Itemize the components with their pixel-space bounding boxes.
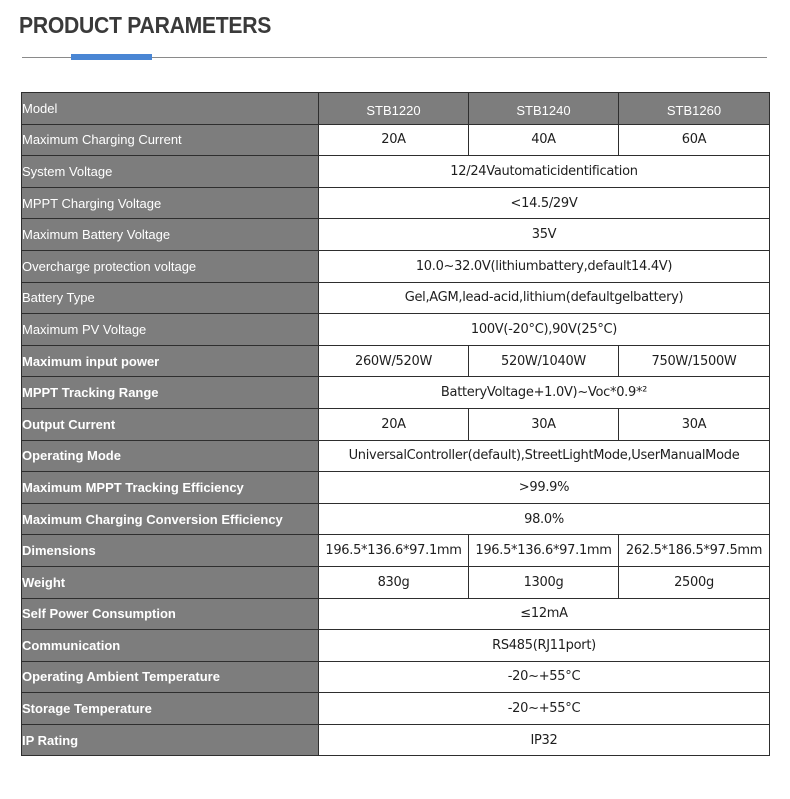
table-row xyxy=(22,156,770,188)
value-cell: 196.5*136.6*97.1mm xyxy=(469,535,619,567)
table-row xyxy=(22,408,770,440)
value-cell: RS485(RJ11port) xyxy=(319,630,770,662)
value-cell: 20A xyxy=(319,408,469,440)
table-row xyxy=(22,598,770,630)
table-row xyxy=(22,535,770,567)
value-cell: 260W/520W xyxy=(319,345,469,377)
row-label: Model xyxy=(22,93,319,125)
row-label: Output Current xyxy=(22,408,319,440)
table-row xyxy=(22,124,770,156)
table-row xyxy=(22,503,770,535)
table-row xyxy=(22,724,770,756)
table-row xyxy=(22,282,770,314)
value-cell: 750W/1500W xyxy=(619,345,770,377)
row-label: Storage Temperature xyxy=(22,693,319,725)
value-cell: 30A xyxy=(469,408,619,440)
value-cell: -20~+55°C xyxy=(319,693,770,725)
value-cell: 20A xyxy=(319,124,469,156)
row-label: System Voltage xyxy=(22,156,319,188)
value-cell: 30A xyxy=(619,408,770,440)
row-label: Maximum Charging Conversion Efficiency xyxy=(22,503,319,535)
value-cell: >99.9% xyxy=(319,472,770,504)
table-row xyxy=(22,661,770,693)
value-cell: ≤12mA xyxy=(319,598,770,630)
table-row xyxy=(22,250,770,282)
model-header-cell: STB1220 xyxy=(319,93,469,125)
product-parameters-table xyxy=(21,92,770,756)
row-label: IP Rating xyxy=(22,724,319,756)
value-cell: 35V xyxy=(319,219,770,251)
table-row xyxy=(22,693,770,725)
value-cell: 100V(-20°C),90V(25°C) xyxy=(319,314,770,346)
row-label: Communication xyxy=(22,630,319,662)
value-cell: 60A xyxy=(619,124,770,156)
row-label: Maximum MPPT Tracking Efficiency xyxy=(22,472,319,504)
value-cell: 1300g xyxy=(469,566,619,598)
table-row xyxy=(22,472,770,504)
row-label: MPPT Charging Voltage xyxy=(22,187,319,219)
row-label: Maximum Charging Current xyxy=(22,124,319,156)
value-cell: BatteryVoltage+1.0V)~Voc*0.9*² xyxy=(319,377,770,409)
row-label: Maximum Battery Voltage xyxy=(22,219,319,251)
value-cell: UniversalController(default),StreetLightMode,UserManualMode xyxy=(319,440,770,472)
value-cell: 98.0% xyxy=(319,503,770,535)
table-row xyxy=(22,377,770,409)
row-label: MPPT Tracking Range xyxy=(22,377,319,409)
row-label: Self Power Consumption xyxy=(22,598,319,630)
value-cell: 196.5*136.6*97.1mm xyxy=(319,535,469,567)
table-row xyxy=(22,187,770,219)
value-cell: 262.5*186.5*97.5mm xyxy=(619,535,770,567)
page-title: PRODUCT PARAMETERS xyxy=(19,12,272,38)
table-row xyxy=(22,314,770,346)
row-label: Weight xyxy=(22,566,319,598)
table-row xyxy=(22,345,770,377)
value-cell: 12/24Vautomaticidentification xyxy=(319,156,770,188)
model-header-cell: STB1260 xyxy=(619,93,770,125)
row-label: Operating Ambient Temperature xyxy=(22,661,319,693)
row-label: Maximum PV Voltage xyxy=(22,314,319,346)
table-row xyxy=(22,630,770,662)
parameters-table-body xyxy=(22,93,770,756)
model-header-cell: STB1240 xyxy=(469,93,619,125)
value-cell: -20~+55°C xyxy=(319,661,770,693)
value-cell: <14.5/29V xyxy=(319,187,770,219)
table-row xyxy=(22,219,770,251)
row-label: Maximum input power xyxy=(22,345,319,377)
table-row xyxy=(22,566,770,598)
title-accent-bar xyxy=(71,54,152,60)
value-cell: 830g xyxy=(319,566,469,598)
value-cell: 2500g xyxy=(619,566,770,598)
value-cell: IP32 xyxy=(319,724,770,756)
row-label: Battery Type xyxy=(22,282,319,314)
value-cell: 520W/1040W xyxy=(469,345,619,377)
row-label: Overcharge protection voltage xyxy=(22,250,319,282)
table-row xyxy=(22,440,770,472)
value-cell: 40A xyxy=(469,124,619,156)
value-cell: Gel,AGM,lead-acid,lithium(defaultgelbattery) xyxy=(319,282,770,314)
row-label: Operating Mode xyxy=(22,440,319,472)
value-cell: 10.0~32.0V(lithiumbattery,default14.4V) xyxy=(319,250,770,282)
table-header-row xyxy=(22,93,770,125)
row-label: Dimensions xyxy=(22,535,319,567)
